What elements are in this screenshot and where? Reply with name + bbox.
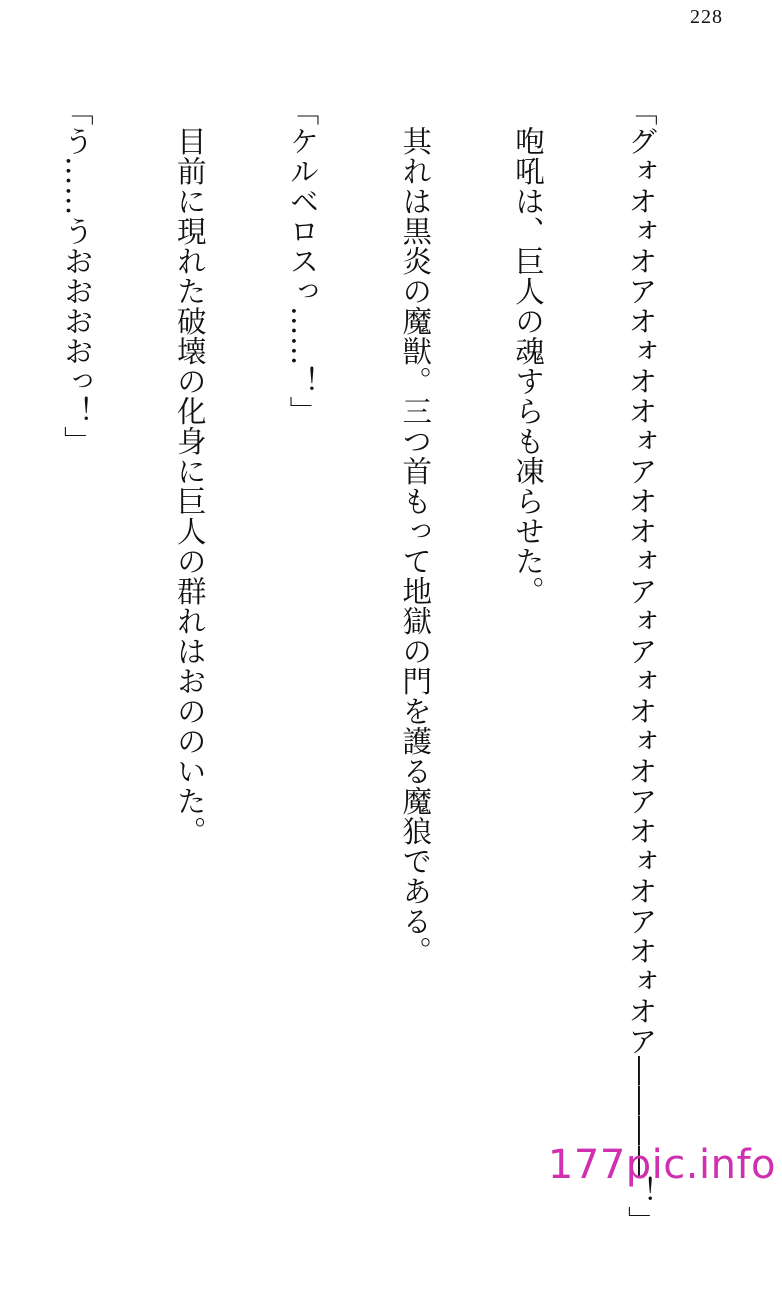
watermark-text: 177pic.info [547, 1142, 776, 1188]
text-line: 目前に現れた破壊の化身に巨人の群れはおののいた。 [172, 96, 207, 846]
text-line: 其れは黒炎の魔獣。三つ首もって地獄の門を護る魔狼である。 [398, 96, 433, 966]
page-number: 228 [690, 6, 723, 28]
text-line: 「ケルベロスっ……！」 [285, 96, 320, 426]
text-line: 「グォオォオアオォオオォアオオォアォアォオォオアオォオアオォオア――――！」 [623, 96, 658, 1236]
text-line: 咆吼は、巨人の魂すらも凍らせた。 [511, 96, 546, 606]
text-line: 「う……うおおおおっ！」 [59, 96, 94, 456]
